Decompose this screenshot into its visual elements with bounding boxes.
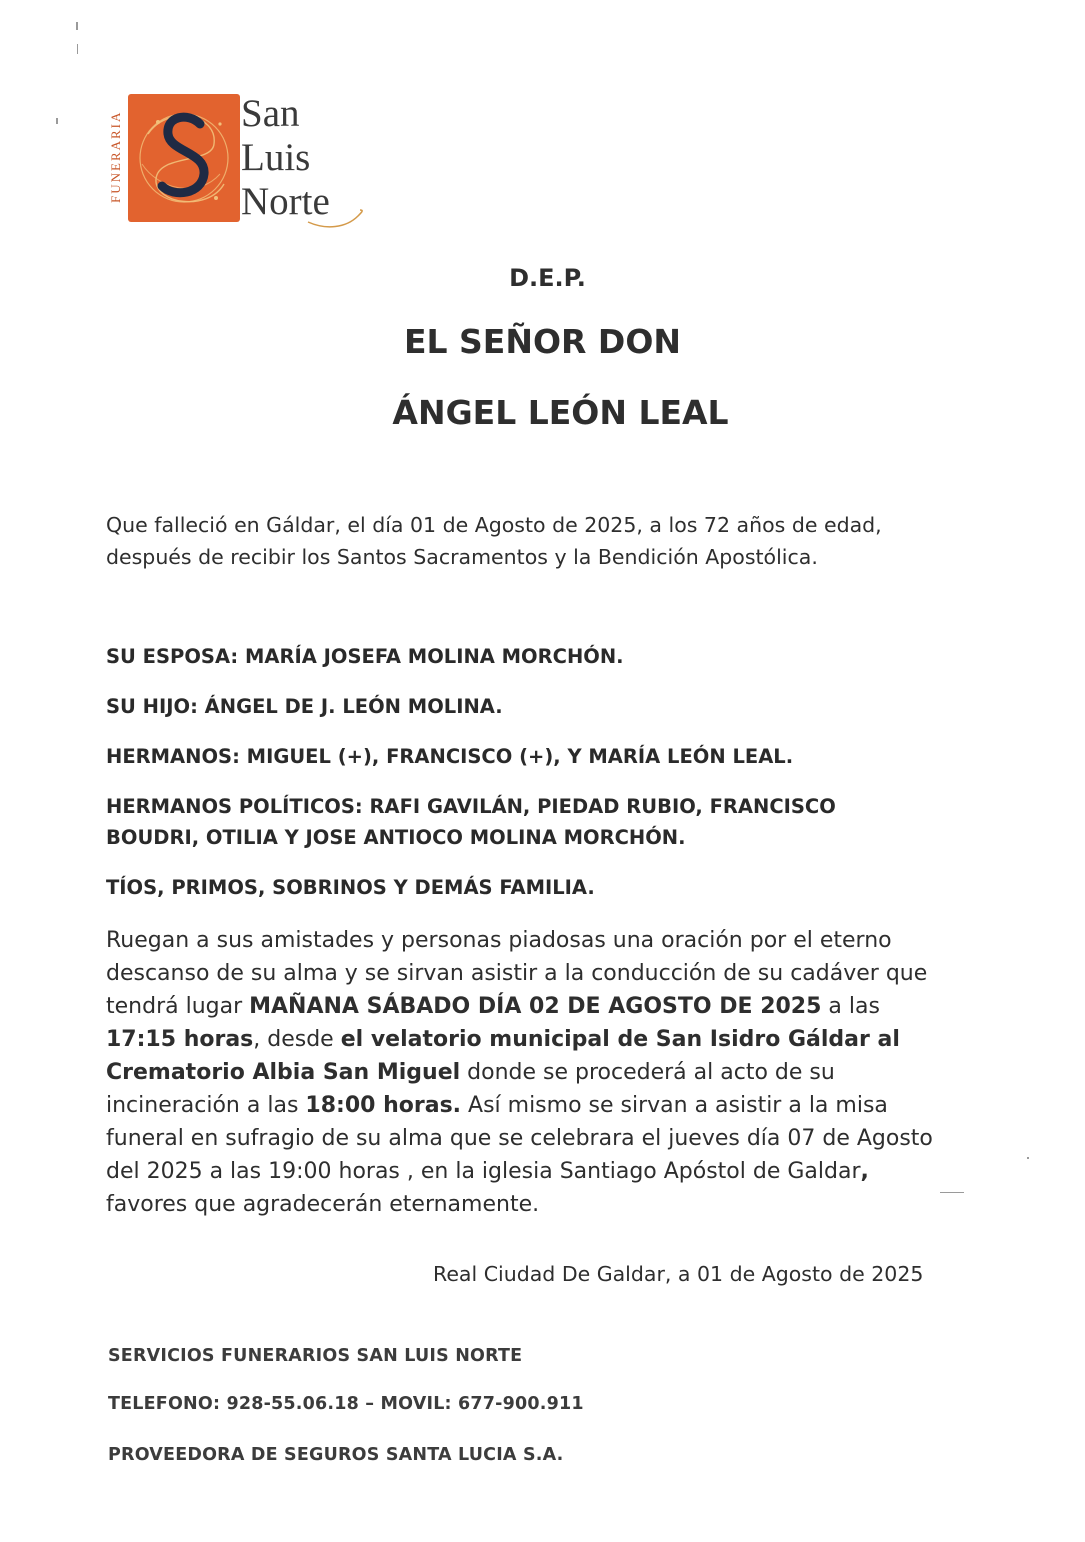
body-bold-comma: , [860, 1159, 869, 1184]
body-text-5: Así mismo se sirvan a asistir a la misa funeral en sufragio de su alma que se celebrara el jueves día 07 de Agosto del 2025 a las 19:00 horas , en la iglesia Santiago Apóstol de Galdar [106, 1093, 933, 1184]
logo-word-luis: Luis [241, 136, 311, 179]
scan-speck [940, 1192, 964, 1193]
family-siblings: HERMANOS: MIGUEL (+), FRANCISCO (+), Y MARÍA LEÓN LEAL. [106, 745, 794, 768]
footer-phones: TELEFONO: 928-55.06.18 – MOVIL: 677-900.911 [108, 1394, 584, 1414]
scan-speck [56, 118, 58, 124]
deceased-name: ÁNGEL LEÓN LEAL [392, 393, 729, 432]
body-bold-cremation-time: 18:00 horas. [305, 1093, 462, 1118]
body-text-6: favores que agradecerán eternamente. [106, 1192, 540, 1217]
body-bold-route: el velatorio municipal de San Isidro Gáldar al Crematorio Albia San Miguel [106, 1027, 900, 1085]
body-bold-time: 17:15 horas [106, 1027, 254, 1052]
logo-monogram [128, 94, 240, 222]
footer-company: SERVICIOS FUNERARIOS SAN LUIS NORTE [108, 1346, 523, 1366]
funeraria-logo [108, 92, 368, 232]
footer-insurer: PROVEEDORA DE SEGUROS SANTA LUCIA S.A. [108, 1445, 564, 1465]
monogram-s-icon [128, 94, 240, 222]
body-text-4: donde se procederá al acto de su incineración a las [106, 1060, 835, 1118]
body-text-3: , desde [253, 1027, 341, 1052]
family-in-laws: HERMANOS POLÍTICOS: RAFI GAVILÁN, PIEDAD RUBIO, FRANCISCO BOUDRI, OTILIA Y JOSE ANTIOCO MOLINA MORCHÓN. [106, 795, 836, 849]
logo-wordmark [241, 92, 330, 224]
scan-speck [76, 22, 78, 30]
family-others: TÍOS, PRIMOS, SOBRINOS Y DEMÁS FAMILIA. [106, 876, 595, 899]
funeral-details-paragraph [106, 924, 956, 1221]
scan-speck [1027, 1157, 1029, 1159]
scan-speck [77, 44, 78, 54]
title-senor-don: EL SEÑOR DON [403, 322, 681, 361]
body-text-1: Ruegan a sus amistades y personas piadosas una oración por el eterno descanso de su alma y se sirvan asistir a la conducción de su cadáver que tendrá lugar [106, 928, 928, 1019]
place-date: Real Ciudad De Galdar, a 01 de Agosto de 2025 [433, 1262, 924, 1286]
body-bold-date: MAÑANA SÁBADO DÍA 02 DE AGOSTO DE 2025 [249, 994, 822, 1019]
logo-side-text: FUNERARIA [108, 110, 123, 204]
intro-paragraph: Que falleció en Gáldar, el día 01 de Agosto de 2025, a los 72 años de edad, después de recibir los Santos Sacramentos y la Bendición Apostólica. [106, 513, 882, 569]
dep-heading: D.E.P. [509, 264, 586, 292]
swoosh-icon [306, 208, 366, 230]
family-spouse: SU ESPOSA: MARÍA JOSEFA MOLINA MORCHÓN. [106, 645, 624, 668]
logo-word-norte: Norte [241, 180, 330, 223]
body-text-2: a las [821, 994, 880, 1019]
family-son: SU HIJO: ÁNGEL DE J. LEÓN MOLINA. [106, 695, 503, 718]
logo-word-san: San [241, 92, 300, 135]
